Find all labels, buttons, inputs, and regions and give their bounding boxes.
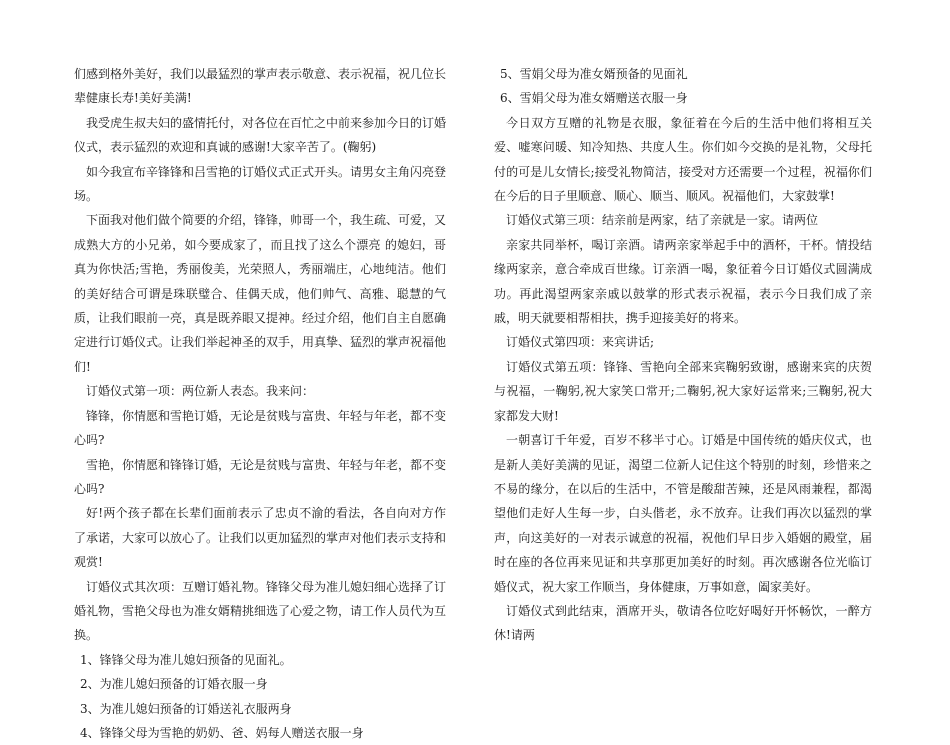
- paragraph: 如今我宣布辛锋锋和吕雪艳的订婚仪式正式开头。请男女主角闪亮登场。: [74, 164, 447, 204]
- paragraph: 订婚仪式第三项：结亲前是两家，结了亲就是一家。请两位: [506, 213, 819, 228]
- list-item: 3、为准儿媳妇预备的订婚送礼衣服两身: [80, 701, 292, 716]
- list-item: 5、雪娟父母为准女婿预备的见面礼: [500, 67, 688, 81]
- paragraph: 一朝喜订千年爱，百岁不移半寸心。订婚是中国传统的婚庆仪式，也是新人美好美满的见证，渴望二位新人记住这个特别的时刻，珍惜来之不易的缘分，在以后的生活中，不管是酸甜苦辣，还是风雨兼程，都渴望他们走好人生每一步，白头偕老，永不放弃。让我们再次以猛烈的掌声，向这美好的一对表示诚意的祝福，祝他们早日步入婚姻的殿堂，届时在座的各位再来见证和共享那更加美好的时刻。再次感谢各位光临订婚仪式，祝大家工作顺当，身体健康，万事如意，阖家美好。: [494, 433, 872, 594]
- paragraph: 今日双方互赠的礼物是衣服，象征着在今后的生活中他们将相互关爱、嘘寒问暖、知冷知热、共度人生。你们如今交换的是礼物，父母托付的可是儿女情长;接受礼物简洁，接受对方还需要一个过程，祝福你们在今后的日子里顺意、顺心、顺当、顺风。祝福他们，大家鼓掌!: [494, 115, 872, 204]
- right-column: [494, 62, 872, 648]
- paragraph: 订婚仪式其次项：互赠订婚礼物。锋锋父母为准儿媳妇细心选择了订婚礼物，雪艳父母也为准女婿精挑细选了心爱之物，请工作人员代为互换。: [74, 579, 447, 643]
- list-item: 2、为准儿媳妇预备的订婚衣服一身: [80, 677, 268, 692]
- paragraph: 锋锋，你情愿和雪艳订婚，无论是贫贱与富贵、年轻与年老，都不变心吗?: [74, 408, 447, 448]
- list-item: 6、雪娟父母为准女婿赠送衣服一身: [500, 91, 688, 106]
- paragraph: 订婚仪式到此结束，酒席开头，敬请各位吃好喝好开怀畅饮，一醉方休!请两: [494, 603, 872, 643]
- paragraph: 亲家共同举杯，喝订亲酒。请两亲家举起手中的酒杯，干杯。情投结缘两家亲，意合牵成百世缘。订亲酒一喝，象征着今日订婚仪式圆满成功。再此渴望两家亲戚以鼓掌的形式表示祝福，表示今日我们成了亲戚，明天就要相帮相扶，携手迎接美好的将来。: [494, 237, 872, 326]
- paragraph: 订婚仪式第五项：锋锋、雪艳向全部来宾鞠躬致谢，感谢来宾的庆贺与祝福，一鞠躬,祝大家笑口常开;二鞠躬,祝大家好运常来;三鞠躬,祝大家都发大财!: [494, 359, 872, 423]
- left-column: [74, 62, 446, 745]
- paragraph: 好!两个孩子都在长辈们面前表示了忠贞不渝的看法，各自向对方作了承诺，大家可以放心了。让我们以更加猛烈的掌声对他们表示支持和观赏!: [74, 506, 447, 570]
- paragraph: 我受虎生叔夫妇的盛情托付，对各位在百忙之中前来参加今日的订婚仪式，表示猛烈的欢迎和真诚的感谢!大家辛苦了。(鞠躬): [74, 115, 447, 155]
- paragraph: 下面我对他们做个简要的介绍，锋锋，帅哥一个，我生疏、可爱，又成熟大方的小兄弟，如今要成家了，而且找了这么个漂亮 的媳妇，哥真为你快活;雪艳，秀丽俊美，光荣照人，秀丽端庄，心地纯洁。他们的美好结合可谓是珠联璧合、佳偶天成，他们帅气、高雅、聪慧的气质，让我们眼前一亮，真是既养眼又提神。经过介绍，他们自主自愿确定进行订婚仪式。让我们举起神圣的双手，用真挚、猛烈的掌声祝福他们!: [74, 213, 447, 374]
- paragraph: 们感到格外美好，我们以最猛烈的掌声表示敬意、表示祝福，祝几位长辈健康长寿!美好美满!: [74, 67, 447, 106]
- list-item: 4、锋锋父母为雪艳的奶奶、爸、妈每人赠送衣服一身: [80, 725, 364, 740]
- paragraph: 雪艳，你情愿和锋锋订婚，无论是贫贱与富贵、年轻与年老，都不变心吗?: [74, 457, 447, 496]
- list-item: 1、锋锋父母为准儿媳妇预备的见面礼。: [80, 652, 292, 667]
- paragraph: 订婚仪式第一项：两位新人表态。我来问：: [86, 384, 315, 399]
- paragraph: 订婚仪式第四项：来宾讲话;: [506, 335, 655, 350]
